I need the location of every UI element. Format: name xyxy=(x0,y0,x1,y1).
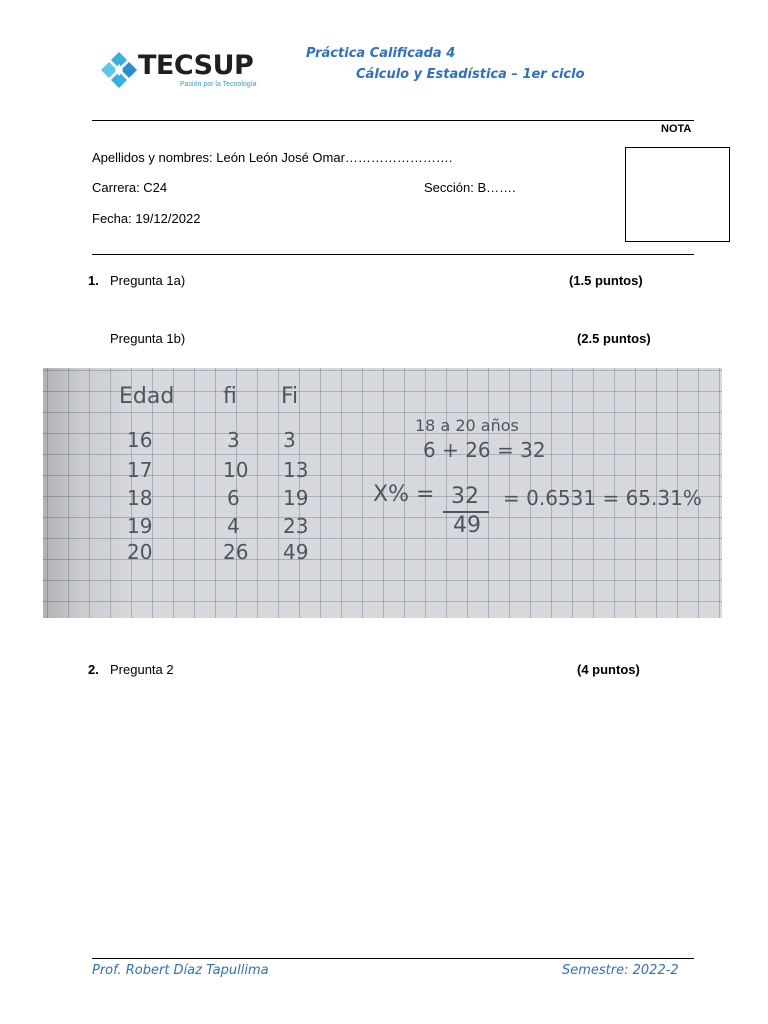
hw-sum: 6 + 26 = 32 xyxy=(423,438,546,462)
footer-divider xyxy=(92,958,694,959)
student-career: Carrera: C24 xyxy=(92,180,168,195)
question-points: (1.5 puntos) xyxy=(569,273,643,288)
footer-semester: Semestre: 2022-2 xyxy=(562,963,679,978)
hw-header-edad: Edad xyxy=(119,384,175,409)
question-label: Pregunta 1a) xyxy=(110,273,186,288)
info-divider xyxy=(92,254,694,255)
question-points: (4 puntos) xyxy=(577,662,640,677)
student-section: Sección: B……. xyxy=(424,180,516,195)
header-divider xyxy=(92,120,694,121)
footer-professor: Prof. Robert Díaz Tapullima xyxy=(92,963,269,978)
question-number: 2. xyxy=(88,662,99,677)
question-points: (2.5 puntos) xyxy=(577,331,651,346)
tecsup-logo xyxy=(98,46,268,96)
hw-numerator: 32 xyxy=(451,484,479,509)
hw-cell: 4 xyxy=(227,514,240,538)
hw-cell: 3 xyxy=(227,428,240,452)
student-name: Apellidos y nombres: León León José Omar……………………. xyxy=(92,150,453,165)
hw-percent-label: X% = xyxy=(373,482,435,507)
handwritten-answer-photo xyxy=(43,368,722,618)
hw-denominator: 49 xyxy=(453,513,481,538)
hw-cell: 26 xyxy=(223,540,249,564)
logo-emblem-icon xyxy=(100,50,138,90)
hw-cell: 49 xyxy=(283,540,309,564)
nota-box xyxy=(625,147,730,242)
hw-cell: 23 xyxy=(283,514,309,538)
logo-tagline: Pasión por la Tecnología xyxy=(180,81,257,88)
hw-cell: 6 xyxy=(227,486,240,510)
hw-header-Fi: Fi xyxy=(281,384,299,409)
document-subtitle: Cálculo y Estadística – 1er ciclo xyxy=(356,67,585,82)
hw-range-note: 18 a 20 años xyxy=(415,416,519,435)
hw-cell: 20 xyxy=(127,540,153,564)
question-number: 1. xyxy=(88,273,99,288)
hw-cell: 17 xyxy=(127,458,153,482)
hw-cell: 3 xyxy=(283,428,296,452)
hw-cell: 18 xyxy=(127,486,153,510)
exam-date: Fecha: 19/12/2022 xyxy=(92,211,201,226)
hw-cell: 16 xyxy=(127,428,153,452)
nota-label: NOTA xyxy=(661,123,692,135)
hw-cell: 19 xyxy=(283,486,309,510)
hw-cell: 10 xyxy=(223,458,249,482)
question-label: Pregunta 2 xyxy=(110,662,174,677)
hw-header-fi: fi xyxy=(223,384,237,409)
hw-cell: 19 xyxy=(127,514,153,538)
hw-cell: 13 xyxy=(283,458,309,482)
document-title: Práctica Calificada 4 xyxy=(306,46,456,61)
question-label: Pregunta 1b) xyxy=(110,331,186,346)
hw-result: = 0.6531 = 65.31% xyxy=(503,486,702,510)
logo-wordmark: TECSUP xyxy=(138,50,254,81)
